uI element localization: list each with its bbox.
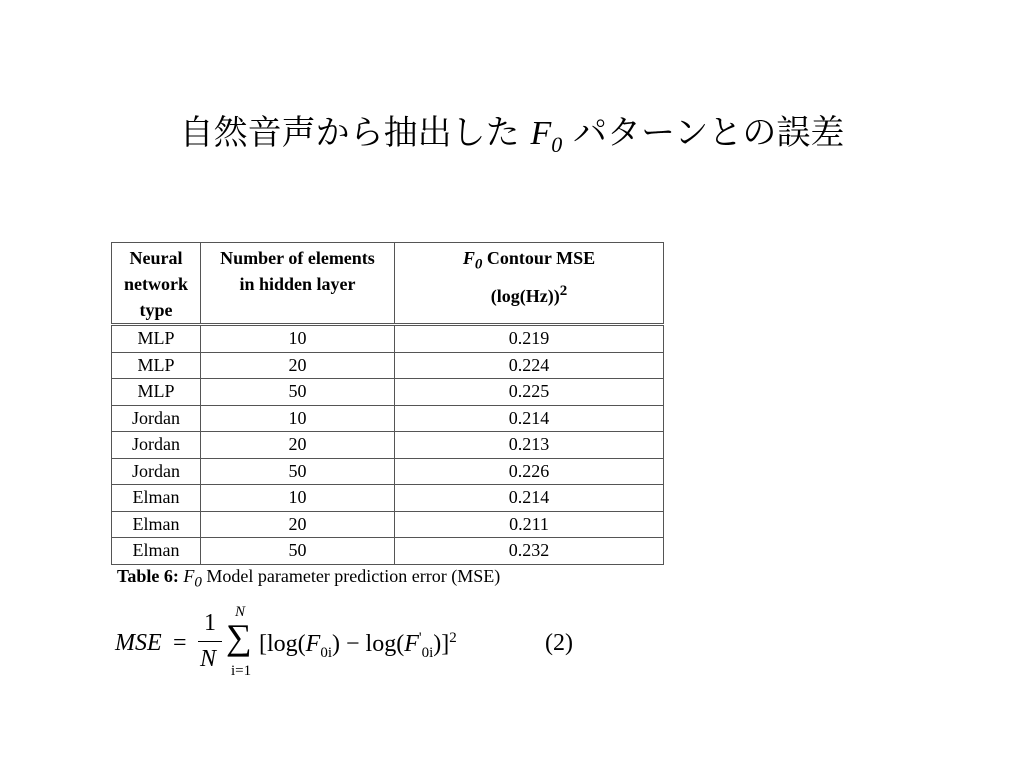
slide-title [0,110,1024,168]
title-text-after: パターンとの誤差 [573,113,845,153]
cell-network-type: Jordan [112,405,201,432]
cell-mse: 0.211 [395,511,664,538]
header-contour-mse: $F_0$ Contour MSE $(\log(Hz))^2$ [395,243,664,325]
cell-hidden-elements: 50 [201,538,395,565]
cell-mse: 0.214 [395,485,664,512]
table-row [112,538,664,565]
table-caption: Table 6: $F_0$ Model parameter prediction error (MSE) [117,566,501,591]
cell-mse: 0.219 [395,325,664,353]
cell-network-type: Elman [112,538,201,565]
table-header-row [112,243,664,325]
table-row [112,458,664,485]
results-table [111,242,664,565]
table-row [112,405,664,432]
eq-body: $[\log(F_{0i}) - \log(F'_{0i})]^2$ [259,630,457,661]
eq-number: (2) [545,630,573,656]
header-network-type: Neural network type [112,243,201,325]
cell-network-type: MLP [112,352,201,379]
eq-fraction-bar [198,641,222,642]
header-hidden-elements: Number of elements in hidden layer [201,243,395,325]
cell-hidden-elements: 50 [201,458,395,485]
cell-hidden-elements: 20 [201,511,395,538]
cell-network-type: Elman [112,485,201,512]
eq-denominator: N [200,646,217,672]
mse-equation [115,604,585,690]
title-f0-symbol: $F_0$ [530,115,563,157]
cell-mse: 0.232 [395,538,664,565]
eq-sum-symbol: ∑ [226,617,252,657]
cell-mse: 0.214 [395,405,664,432]
cell-network-type: MLP [112,379,201,406]
eq-equals: = [173,630,187,656]
table-row [112,432,664,459]
cell-network-type: Jordan [112,458,201,485]
cell-mse: 0.225 [395,379,664,406]
cell-hidden-elements: 20 [201,432,395,459]
table-row [112,325,664,353]
eq-lhs: MSE [115,630,162,656]
title-text-before: 自然音声から抽出した [179,113,520,153]
table-row [112,511,664,538]
table-row [112,485,664,512]
cell-mse: 0.213 [395,432,664,459]
table-row [112,352,664,379]
cell-hidden-elements: 20 [201,352,395,379]
eq-sum-upper: N [235,604,246,620]
cell-hidden-elements: 10 [201,485,395,512]
cell-hidden-elements: 10 [201,325,395,353]
table-row [112,379,664,406]
cell-network-type: MLP [112,325,201,353]
cell-hidden-elements: 50 [201,379,395,406]
cell-mse: 0.226 [395,458,664,485]
table-body [112,325,664,565]
cell-mse: 0.224 [395,352,664,379]
cell-hidden-elements: 10 [201,405,395,432]
cell-network-type: Jordan [112,432,201,459]
eq-numerator: 1 [204,610,216,636]
eq-sum-lower: i=1 [231,663,252,679]
cell-network-type: Elman [112,511,201,538]
